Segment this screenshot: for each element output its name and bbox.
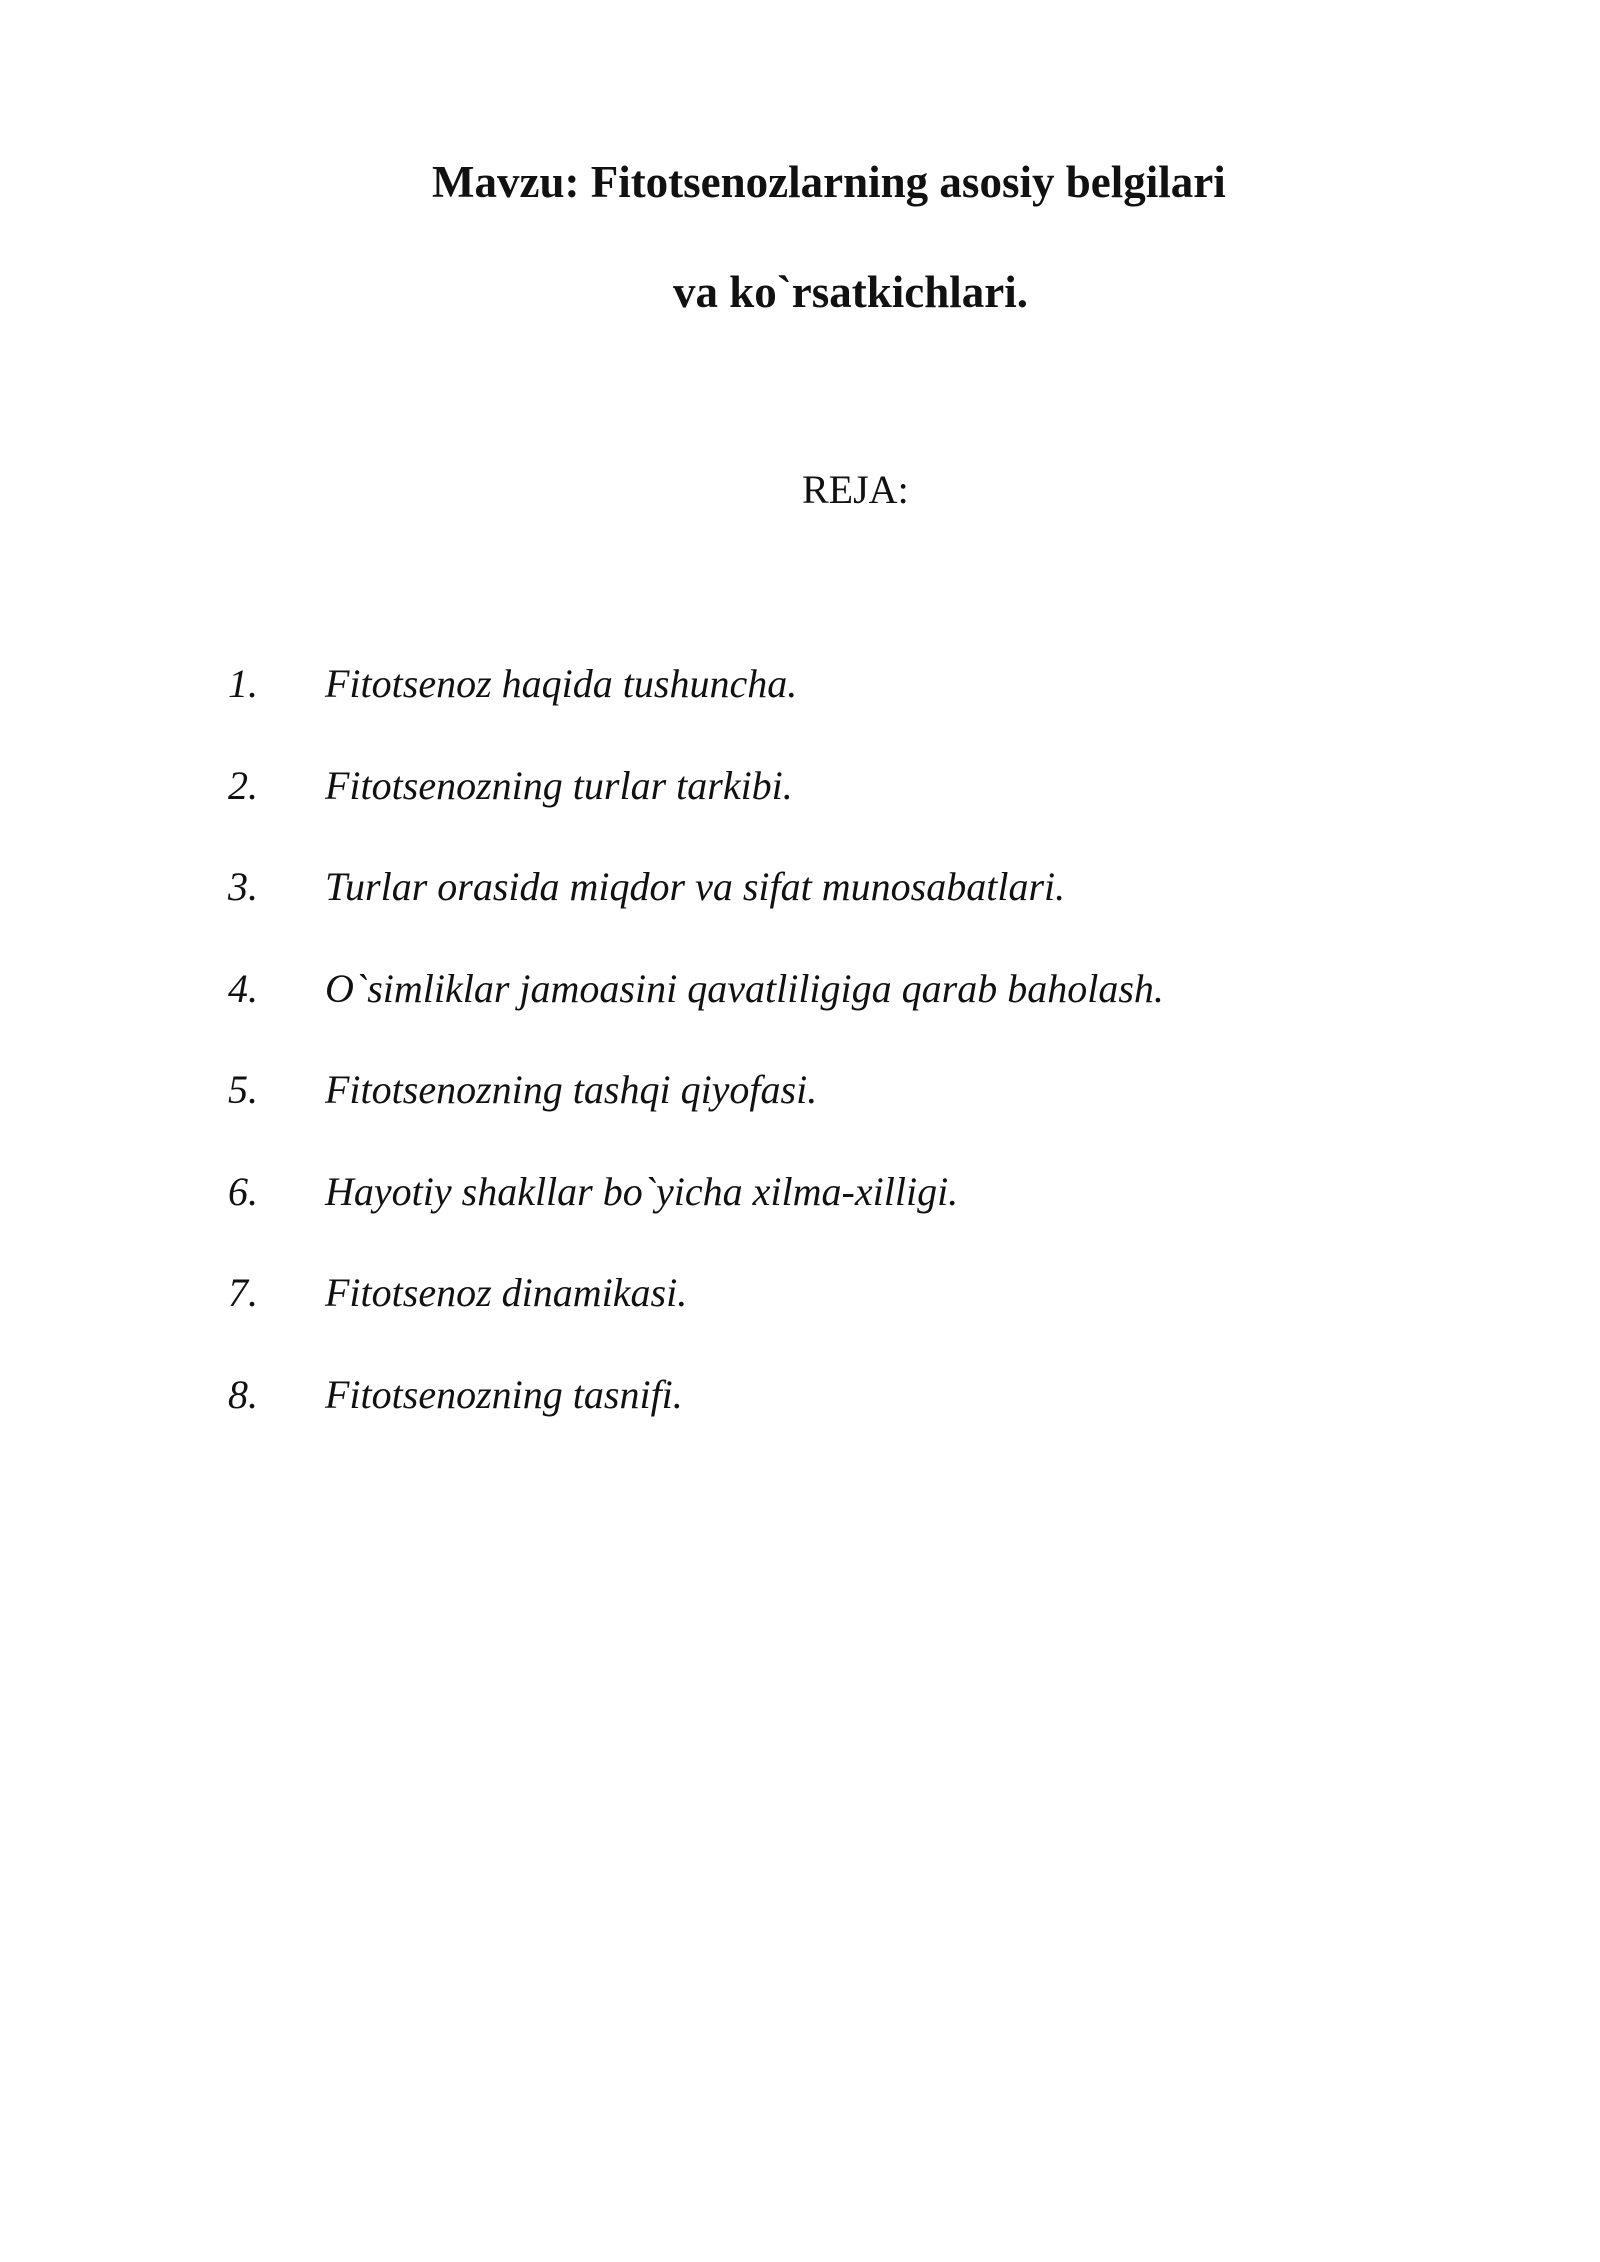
plan-item-text: Fitotsenozning turlar tarkibi.	[325, 762, 793, 808]
plan-item-text: Fitotsenozning tashqi qiyofasi.	[325, 1067, 818, 1112]
plan-item-text: Hayotiy shakllar bo`yicha xilma-xilligi.	[325, 1168, 959, 1214]
plan-item-text: Fitotsenoz dinamikasi.	[325, 1270, 688, 1315]
title-line-2: va ko`rsatkichlari.	[673, 267, 1028, 317]
plan-item-text: Fitotsenoz haqida tushuncha.	[325, 661, 798, 706]
plan-item-number: 4.	[228, 965, 258, 1011]
plan-item-number: 7.	[228, 1270, 258, 1315]
plan-item-number: 3.	[228, 864, 258, 909]
plan-item-number: 2.	[228, 762, 258, 808]
plan-item-text: Fitotsenozning tasnifi.	[325, 1371, 683, 1417]
plan-item-number: 5.	[228, 1067, 258, 1112]
plan-item-number: 6.	[228, 1168, 258, 1214]
title-line-1: Mavzu: Fitotsenozlarning asosiy belgilari	[432, 157, 1226, 207]
plan-item-number: 8.	[228, 1371, 258, 1417]
plan-heading: REJA:	[802, 467, 909, 512]
plan-item-text: Turlar orasida miqdor va sifat munosabatlari.	[325, 864, 1066, 909]
plan-item-text: O`simliklar jamoasini qavatliligiga qarab baholash.	[325, 965, 1164, 1011]
plan-item-number: 1.	[228, 661, 258, 706]
